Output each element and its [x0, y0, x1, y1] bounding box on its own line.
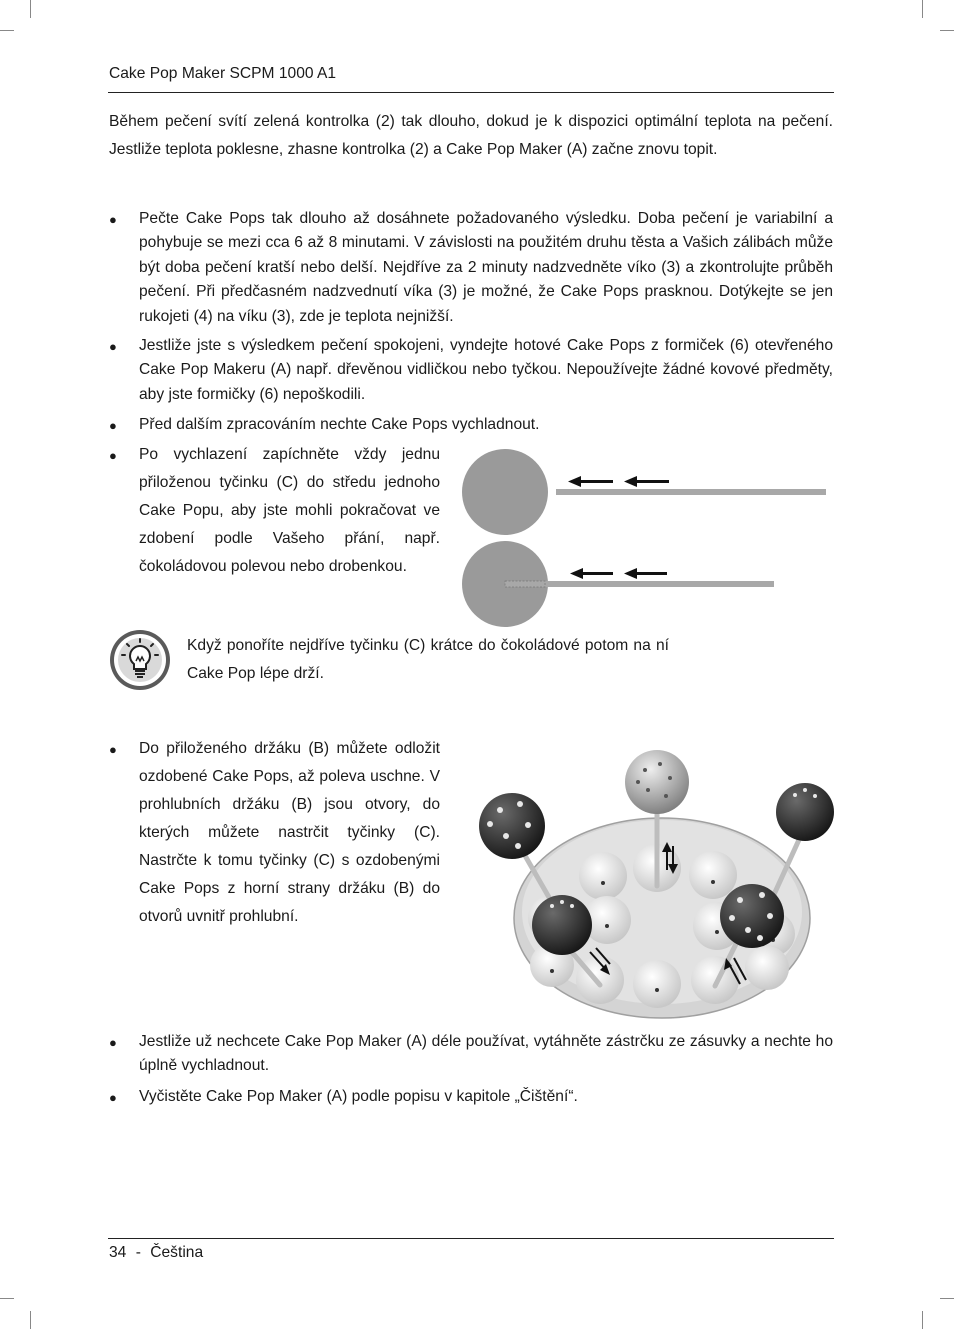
running-header: Cake Pop Maker SCPM 1000 A1 [109, 65, 337, 82]
bullet-dot: ● [109, 448, 117, 463]
page-number: 34 [109, 1244, 127, 1261]
bullet-remove-pops: Jestliže jste s výsledkem pečení spokojeni, vyndejte hotové Cake Pops z formiček (6) otevřeného Cake Pop Makeru (A) např. dřevěnou vidličkou nebo tyčkou. Nepoužívejte žádné kovové předměty, aby jste formičky (6) nepoškodili. [139, 337, 833, 403]
crop-mark [30, 1311, 31, 1329]
arrow-left-icon [624, 476, 669, 487]
header-rule [108, 92, 834, 93]
intro-paragraph: Během pečení svítí zelená kontrolka (2) tak dlouho, dokud je k dispozici optimální teplota na pečení. Jestliže teplota poklesne, zhasne kontrolka (2) a Cake Pop Maker (A) začne znovu topit. [109, 113, 833, 158]
crop-mark [940, 30, 954, 31]
bullet-dot: ● [109, 742, 117, 757]
bullet-dot: ● [109, 212, 117, 227]
bullet-insert-stick: Po vychlazení zapíchněte vždy jednu přiloženou tyčinku (C) do středu jednoho Cake Popu, aby jste mohli pokračovat ve zdobení podle Vašeho přání, např. čokoládovou polevou nebo drobenkou. [139, 446, 440, 575]
bullet-dot: ● [109, 1035, 117, 1050]
bullet-unplug: Jestliže už nechcete Cake Pop Maker (A) déle používat, vytáhněte zástrčku ze zásuvky a nechte ho úplně vychladnout. [139, 1033, 833, 1075]
bullet-clean: Vyčistěte Cake Pop Maker (A) podle popisu v kapitole „Čištění“. [139, 1088, 578, 1105]
bullet-dot: ● [109, 339, 117, 354]
crop-mark [922, 0, 923, 18]
cake-pop-nonpareils [625, 750, 689, 814]
footer-language: Čeština [150, 1244, 204, 1261]
crop-mark [30, 0, 31, 18]
stick [556, 489, 826, 495]
cake-pop-sprinkled [720, 884, 784, 948]
cake-pop-ball [462, 449, 548, 535]
crop-mark [922, 1311, 923, 1329]
bullet-baking-time: Pečte Cake Pops tak dlouho až dosáhnete požadovaného výsledku. Doba pečení je variabilní a pohybuje se mezi cca 6 až 8 minutami. V závislosti na použitém druhu těsta a Vašich zálibách může být doba pečení kratší nebo delší. Nejdříve za 2 minuty nadzvedněte víko (3) a zkontrolujte průběh pečení. Při předčasném nadzvednutí víka (3) je možné, že Cake Pops prasknou. Dotýkejte se jen rukojeti (4) na víku (3), zde je teplota nejnižší. [139, 210, 833, 325]
crop-mark [940, 1298, 954, 1299]
footer-rule [108, 1238, 834, 1239]
stick-insertion-illustration [455, 445, 835, 630]
bullet-dot: ● [109, 418, 117, 433]
crop-mark [0, 1298, 14, 1299]
arrow-left-icon [624, 568, 667, 579]
footer [109, 1244, 203, 1262]
bullet-cool-down: Před dalším zpracováním nechte Cake Pops vychladnout. [139, 416, 540, 433]
footer-separator: - [135, 1244, 141, 1261]
crop-mark [0, 30, 14, 31]
arrow-left-icon [570, 568, 613, 579]
arrow-left-icon [568, 476, 613, 487]
lightbulb-icon [109, 629, 171, 691]
bullet-dot: ● [109, 1090, 117, 1105]
bullet-holder: Do přiloženého držáku (B) můžete odložit ozdobené Cake Pops, až poleva uschne. V prohlubních držáku (B) jsou otvory, do kterých můžete nastrčit tyčinky (C). Nastrčte k tomu tyčinky (C) s ozdobenými Cake Pops z horní strany držáku (B) do otvorů uvnitř prohlubní. [139, 740, 440, 925]
tip-text: Když ponoříte nejdříve tyčinku (C) krátce do čokoládové potom na ní Cake Pop lépe drží. [187, 637, 669, 682]
holder-illustration [470, 740, 840, 1025]
